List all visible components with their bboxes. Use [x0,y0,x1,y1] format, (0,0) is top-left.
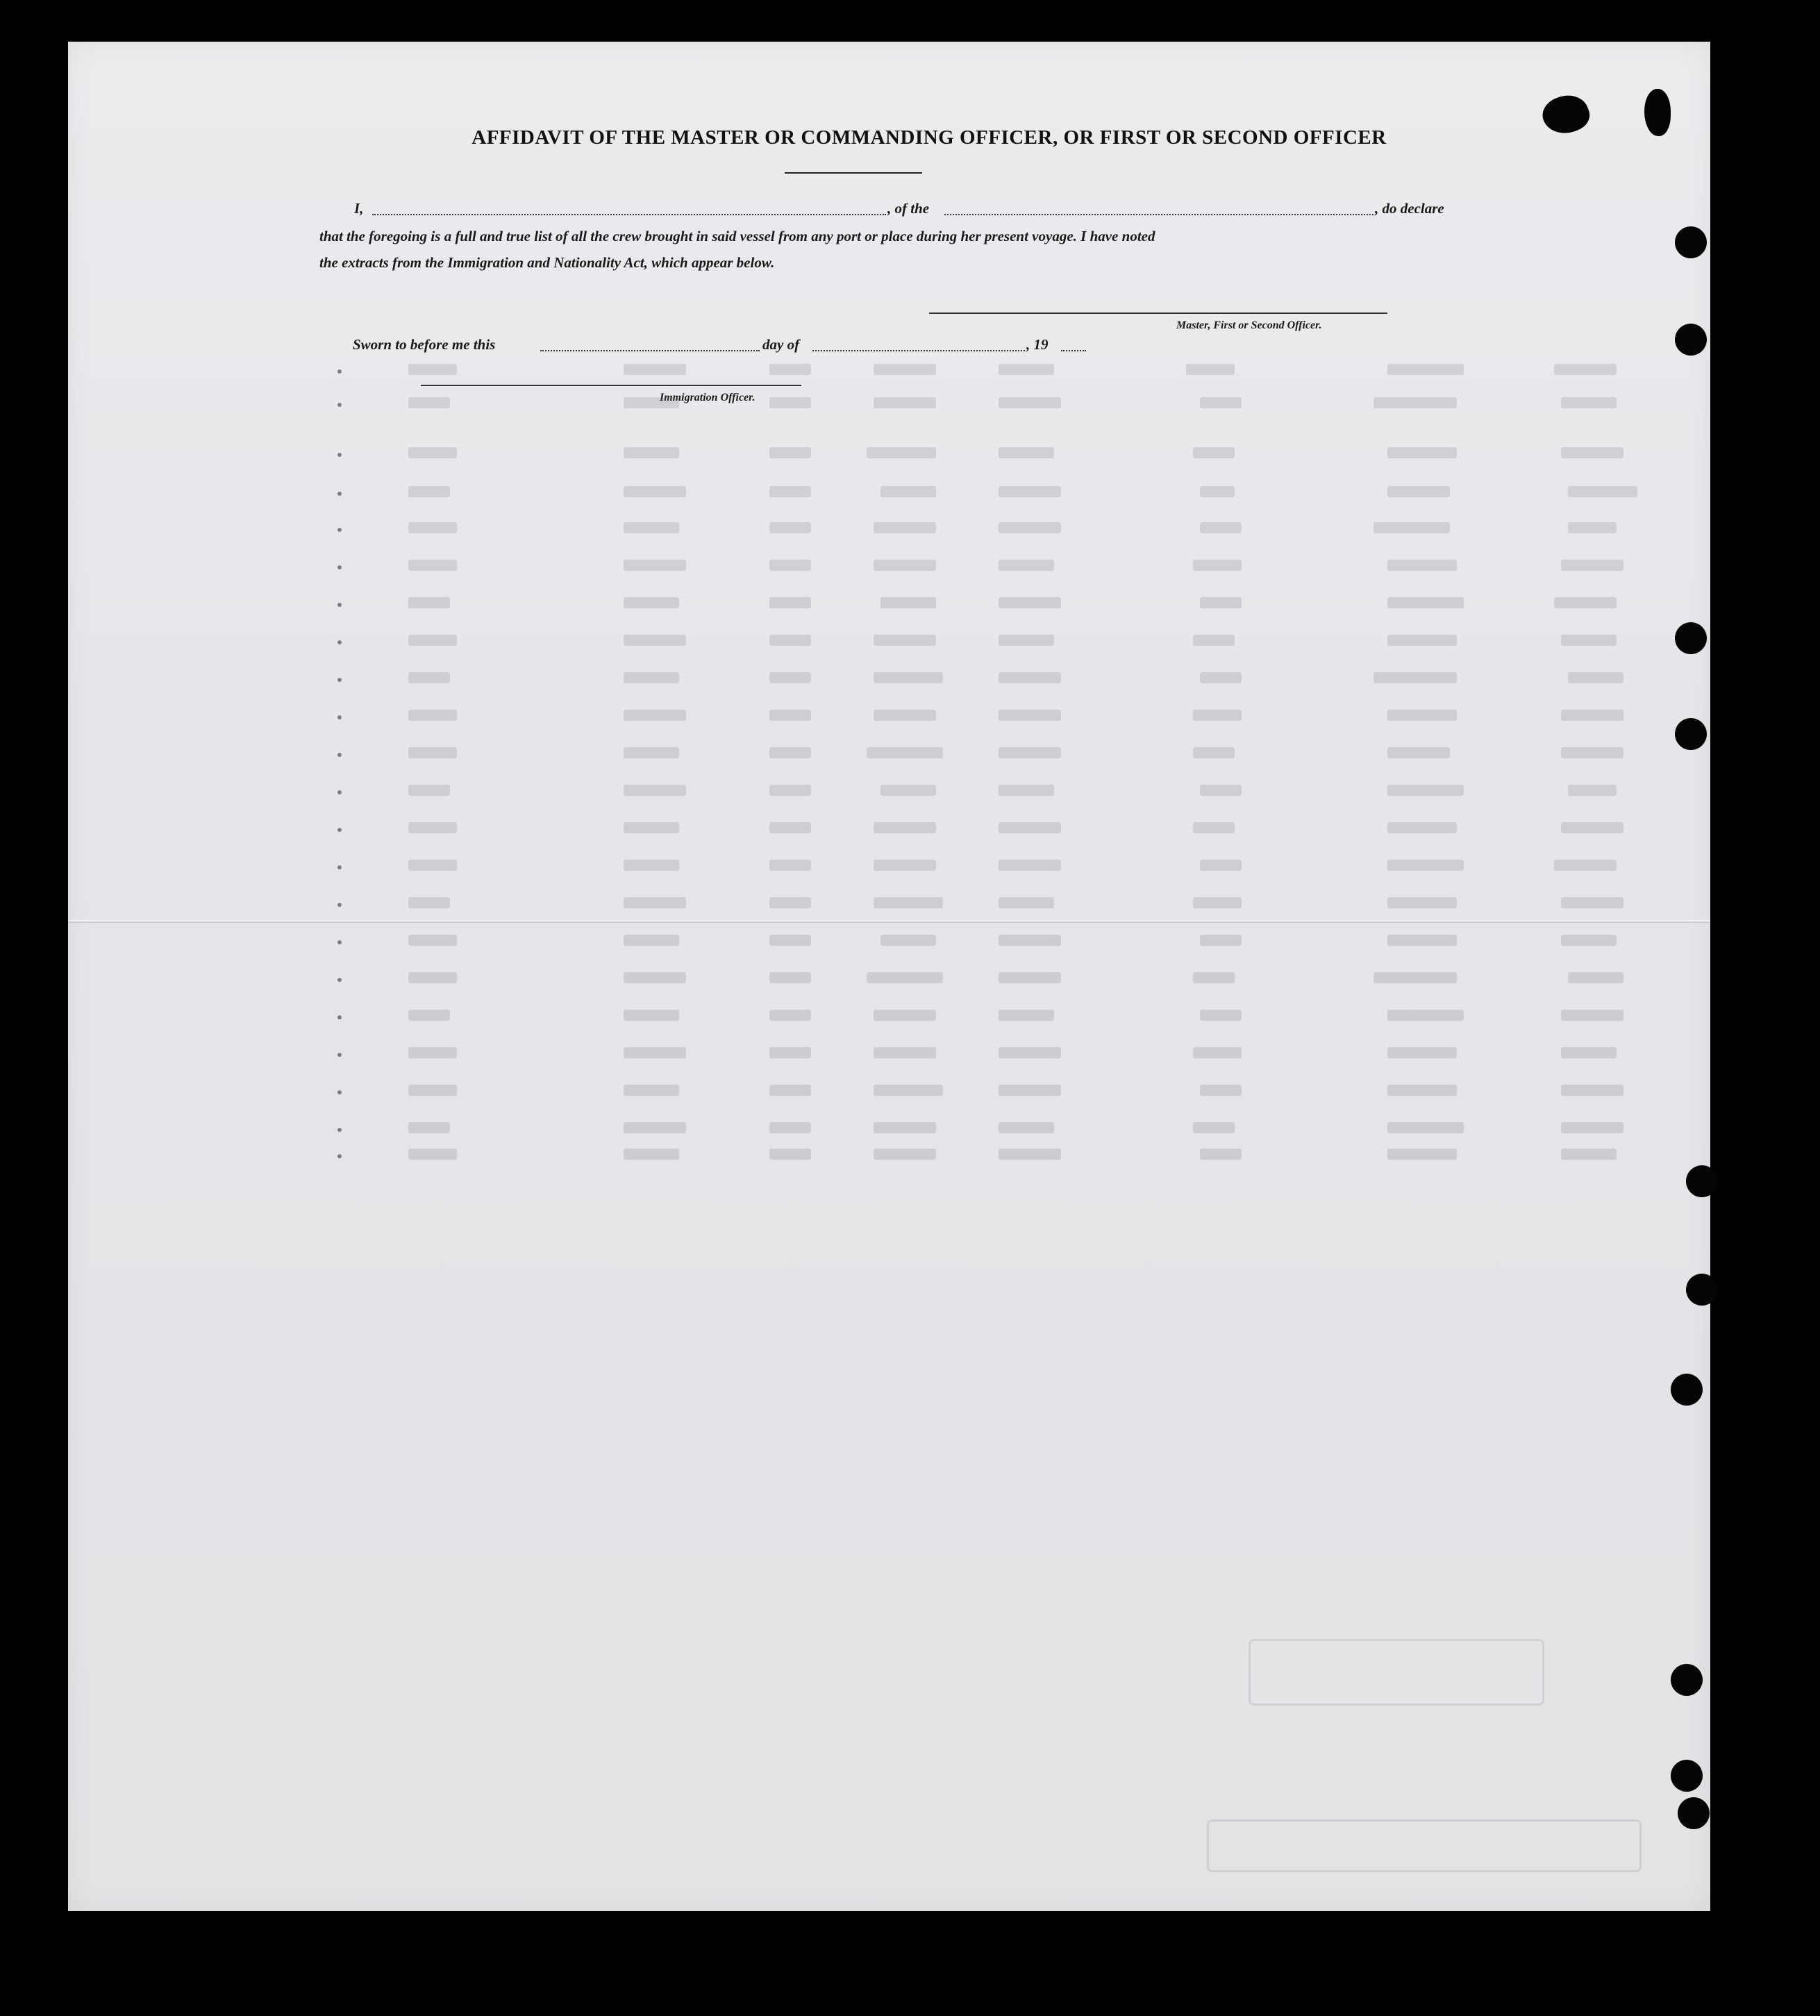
ghost-cell [1200,486,1235,497]
ghost-mark [337,865,342,869]
ghost-cell [1387,860,1464,871]
punch-hole [1678,1797,1710,1829]
ghost-cell [867,972,943,983]
paper-fold-line [68,920,1710,923]
ghost-cell [769,860,811,871]
ghost-cell [1387,935,1457,946]
ghost-mark [337,715,342,719]
ghost-cell [1568,785,1617,796]
ghost-row [332,632,1665,651]
ghost-cell [624,1149,679,1160]
ghost-mark [337,828,342,832]
ghost-cell [1387,1122,1464,1133]
ghost-cell [1554,860,1617,871]
immigration-signature-line [421,385,801,386]
punch-hole [1671,1664,1703,1696]
ghost-cell [408,447,457,458]
ghost-cell [880,785,936,796]
punch-hole [1686,1274,1718,1306]
ghost-cell [874,822,936,833]
ghost-cell [874,364,936,375]
ghost-cell [1561,1149,1617,1160]
ghost-cell [408,672,450,683]
ghost-cell [1561,822,1623,833]
ghost-cell [1387,785,1464,796]
ghost-cell [1387,597,1464,608]
ghost-cell [624,522,679,533]
ghost-cell [408,597,450,608]
ghost-cell [624,635,686,646]
ghost-mark [337,1053,342,1057]
master-name-line [372,214,886,215]
ghost-cell [624,560,686,571]
ghost-cell [769,486,811,497]
ghost-cell [1200,397,1242,408]
ghost-cell [408,364,457,375]
ghost-cell [1374,972,1457,983]
ghost-row [332,707,1665,726]
ghost-cell [999,860,1061,871]
ghost-cell [769,672,811,683]
ghost-cell [1561,447,1623,458]
ghost-cell [999,447,1054,458]
bleed-through-stamp [1249,1639,1544,1706]
ghost-cell [1561,1085,1623,1096]
ghost-cell [880,486,936,497]
ghost-cell [408,522,457,533]
ghost-cell [1387,747,1450,758]
ghost-cell [874,522,936,533]
bleed-through-stamp [1207,1819,1642,1872]
ghost-cell [769,785,811,796]
ghost-cell [874,1149,936,1160]
ghost-cell [999,1047,1061,1058]
ghost-row [332,483,1665,503]
ghost-cell [769,897,811,908]
ghost-row [332,1082,1665,1101]
ghost-cell [874,710,936,721]
ghost-row [332,857,1665,876]
ghost-cell [1554,364,1617,375]
ghost-mark [337,903,342,907]
punch-hole [1675,718,1707,750]
ghost-cell [408,860,457,871]
ghost-cell [1561,747,1623,758]
ghost-cell [1186,364,1235,375]
ghost-cell [999,672,1061,683]
ghost-mark [337,1128,342,1132]
ghost-mark [337,369,342,374]
ghost-cell [408,397,450,408]
ghost-cell [1193,1047,1242,1058]
ghost-row [332,932,1665,951]
ghost-cell [999,822,1061,833]
ghost-cell [1200,785,1242,796]
declaration-pronoun: I, [354,200,364,217]
ghost-cell [1561,935,1617,946]
ghost-cell [1200,860,1242,871]
ghost-cell [999,1085,1061,1096]
ghost-cell [874,1122,936,1133]
ghost-cell [769,1149,811,1160]
immigration-caption: Immigration Officer. [660,392,755,403]
ghost-mark [337,453,342,457]
ghost-cell [1193,635,1235,646]
ghost-cell [874,1010,936,1021]
sworn-prefix: Sworn to before me this [353,336,496,353]
sworn-month-line [812,350,1025,351]
ghost-cell [1200,672,1242,683]
ghost-cell [624,860,679,871]
ghost-row [332,444,1665,464]
ghost-cell [880,935,936,946]
ghost-cell [874,860,936,871]
ghost-row [332,744,1665,764]
ghost-cell [999,747,1061,758]
declaration-of-the: , of the [887,200,930,217]
ghost-cell [624,822,679,833]
ghost-cell [624,747,679,758]
ghost-cell [769,822,811,833]
master-caption: Master, First or Second Officer. [1176,319,1322,331]
ghost-cell [1568,522,1617,533]
ghost-cell [1193,897,1242,908]
ghost-cell [1554,597,1617,608]
ghost-cell [1200,1085,1242,1096]
ghost-cell [1561,1122,1623,1133]
ghost-row [332,894,1665,914]
title-underline [785,172,922,174]
ghost-mark [337,528,342,532]
ghost-cell [880,597,936,608]
ghost-cell [408,560,457,571]
ghost-cell [1561,397,1617,408]
ghost-cell [624,785,686,796]
master-signature-line [929,313,1387,314]
document-page [68,42,1710,1911]
ghost-cell [1200,522,1242,533]
ghost-cell [999,397,1061,408]
ghost-cell [408,1122,450,1133]
ghost-row [332,969,1665,989]
ghost-cell [1387,1085,1457,1096]
ghost-row [332,1146,1665,1165]
ghost-cell [408,972,457,983]
ghost-cell [1561,897,1623,908]
ghost-row [332,669,1665,689]
ghost-cell [624,672,679,683]
ghost-row [332,519,1665,539]
sworn-year-prefix: , 19 [1026,336,1049,353]
ghost-cell [408,747,457,758]
ghost-mark [337,640,342,644]
ghost-mark [337,678,342,682]
ghost-cell [999,522,1061,533]
ghost-cell [624,897,686,908]
ghost-mark [337,978,342,982]
ghost-cell [1561,560,1623,571]
ghost-cell [408,1085,457,1096]
ghost-cell [999,972,1061,983]
ghost-cell [769,397,811,408]
ghost-cell [769,935,811,946]
ghost-cell [1387,710,1457,721]
ghost-row [332,557,1665,576]
ghost-cell [769,447,811,458]
ghost-cell [624,1047,686,1058]
punch-hole [1675,226,1707,258]
ghost-cell [1193,560,1242,571]
ghost-cell [408,1010,450,1021]
ghost-cell [999,785,1054,796]
ghost-cell [874,1047,936,1058]
ghost-cell [999,1122,1054,1133]
ghost-cell [1374,522,1450,533]
ghost-cell [624,1122,686,1133]
ghost-cell [874,635,936,646]
ghost-cell [1561,1047,1617,1058]
ghost-cell [624,486,686,497]
sworn-day-line [540,350,760,351]
ghost-row [332,1044,1665,1064]
ghost-cell [999,897,1054,908]
ghost-cell [867,747,943,758]
ghost-row [332,819,1665,839]
ghost-cell [408,486,450,497]
ghost-cell [1387,897,1457,908]
ghost-cell [769,597,811,608]
ghost-cell [408,785,450,796]
ghost-cell [1193,972,1235,983]
ghost-row [332,594,1665,614]
ghost-mark [337,403,342,407]
ghost-cell [1568,972,1623,983]
ghost-cell [1193,747,1235,758]
ghost-cell [874,560,936,571]
ghost-cell [769,747,811,758]
ghost-cell [874,1085,943,1096]
sworn-year-line [1061,350,1086,351]
ghost-cell [769,635,811,646]
ghost-cell [624,935,679,946]
ghost-cell [999,1149,1061,1160]
ghost-cell [1387,822,1457,833]
ghost-cell [999,364,1054,375]
affidavit-title: AFFIDAVIT OF THE MASTER OR COMMANDING OFFICER, OR FIRST OR SECOND OFFICER [471,126,1387,149]
sworn-day-of: day of [762,336,800,353]
punch-hole [1671,1760,1703,1792]
ghost-cell [769,522,811,533]
ghost-cell [1193,822,1235,833]
ghost-cell [1200,597,1242,608]
ghost-cell [1387,447,1457,458]
ghost-cell [769,1122,811,1133]
ghost-cell [408,1149,457,1160]
vessel-name-line [944,214,1374,215]
ghost-cell [1561,710,1623,721]
ghost-cell [624,597,679,608]
ghost-cell [1387,364,1464,375]
ghost-cell [769,364,811,375]
ghost-cell [1200,1149,1242,1160]
ghost-cell [624,397,679,408]
ghost-mark [337,603,342,607]
ghost-cell [1387,486,1450,497]
ghost-cell [408,710,457,721]
ghost-cell [769,1047,811,1058]
ghost-row [332,361,1665,381]
ghost-cell [769,1010,811,1021]
ghost-cell [999,560,1054,571]
ghost-cell [624,364,686,375]
ghost-cell [867,447,936,458]
declaration-text-line-3: the extracts from the Immigration and Nationality Act, which appear below. [319,254,775,271]
ghost-cell [408,897,450,908]
torn-paper-blot [1644,89,1671,136]
ghost-cell [999,935,1061,946]
ghost-cell [1374,672,1457,683]
ghost-cell [999,486,1061,497]
ghost-row [332,782,1665,801]
punch-hole [1671,1374,1703,1406]
ghost-cell [408,935,457,946]
ghost-cell [1387,635,1457,646]
ghost-cell [999,597,1061,608]
ghost-mark [337,1090,342,1094]
ghost-mark [337,790,342,794]
ghost-cell [408,635,457,646]
ghost-cell [1387,1010,1464,1021]
ghost-mark [337,940,342,944]
ghost-cell [1387,560,1457,571]
ghost-cell [408,1047,457,1058]
ghost-cell [1568,672,1623,683]
ghost-cell [1374,397,1457,408]
ghost-row [332,1119,1665,1139]
declaration-text-line-2: that the foregoing is a full and true list of all the crew brought in said vessel from any port or place during her present voyage. I have noted [319,228,1155,244]
ghost-mark [337,753,342,757]
ghost-cell [769,1085,811,1096]
ghost-mark [337,492,342,496]
ghost-cell [769,972,811,983]
ghost-cell [1200,1010,1242,1021]
ghost-row [332,1007,1665,1026]
ghost-cell [1561,1010,1623,1021]
ghost-cell [1193,710,1242,721]
ghost-cell [874,672,943,683]
ghost-cell [1387,1149,1457,1160]
ghost-cell [999,1010,1054,1021]
ghost-mark [337,1015,342,1019]
punch-hole [1686,1165,1718,1197]
ghost-cell [1561,635,1617,646]
declaration-do-declare: , do declare [1375,200,1444,217]
ghost-cell [624,1085,679,1096]
ghost-mark [337,565,342,569]
ghost-cell [1193,447,1235,458]
ghost-mark [337,1154,342,1158]
ghost-cell [624,1010,679,1021]
ghost-cell [1387,1047,1457,1058]
punch-hole [1675,324,1707,356]
ghost-cell [1568,486,1637,497]
ghost-cell [999,635,1054,646]
ghost-cell [624,710,686,721]
ghost-row [332,394,1665,414]
ghost-cell [624,972,686,983]
ghost-cell [1193,1122,1235,1133]
ghost-cell [624,447,679,458]
ghost-cell [769,560,811,571]
ghost-cell [874,397,936,408]
ghost-cell [999,710,1061,721]
ghost-cell [1200,935,1242,946]
ghost-cell [769,710,811,721]
punch-hole [1675,622,1707,654]
ghost-cell [408,822,457,833]
ghost-cell [874,897,943,908]
